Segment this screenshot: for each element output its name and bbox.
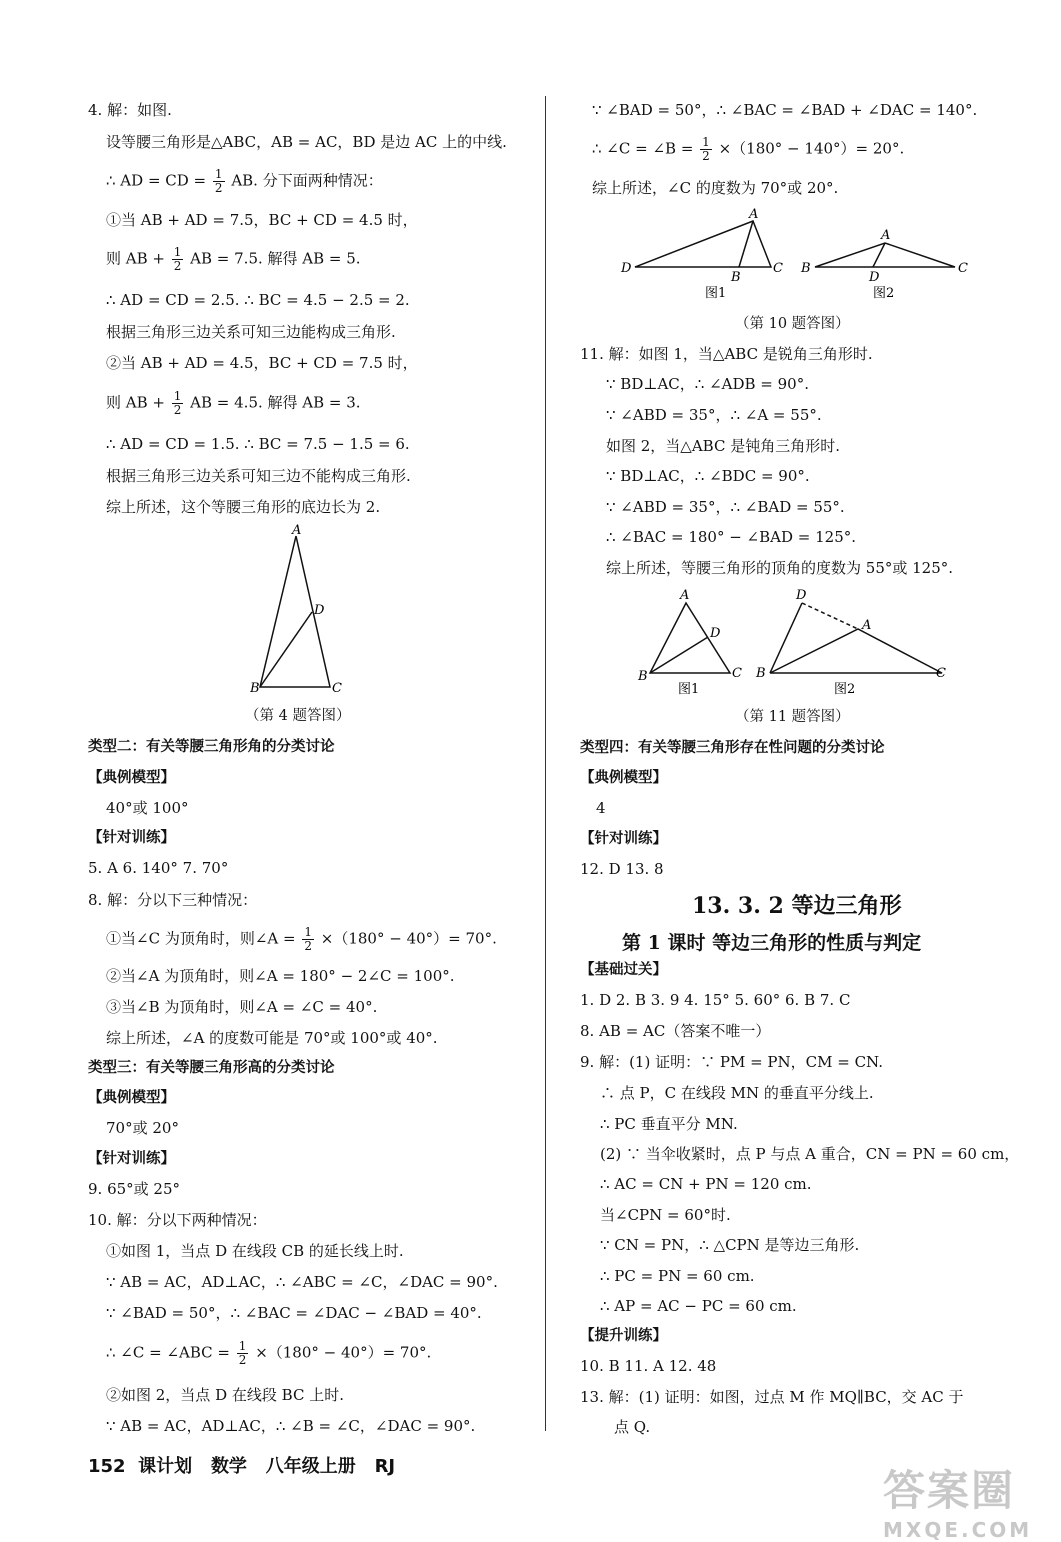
section-tag: 【针对训练】 <box>88 1151 175 1167</box>
q10-line: ∵ ∠BAD = 50°，∴ ∠BAC = ∠BAD + ∠DAC = 140°. <box>592 101 978 119</box>
q4-line: 综上所述，这个等腰三角形的底边长为 2. <box>106 498 381 516</box>
q11-line: ∵ ∠ABD = 35°，∴ ∠A = 55°. <box>606 406 822 424</box>
lesson-title: 第 1 课时 等边三角形的性质与判定 <box>622 932 922 954</box>
q9-heading: 9. 解：(1) 证明：∵ PM = PN，CM = CN. <box>580 1053 883 1071</box>
section-tag: 【基础过关】 <box>580 962 667 978</box>
q9-line: ∴ PC = PN = 60 cm. <box>600 1267 755 1285</box>
vertex-label: A <box>680 588 690 603</box>
answer: 10. B 11. A 12. 48 <box>580 1357 717 1375</box>
q4-line <box>106 168 383 195</box>
q4-line: 根据三角形三边关系可知三边能构成三角形. <box>106 323 396 341</box>
text: 则 AB + <box>106 393 165 412</box>
answer: 40°或 100° <box>106 799 189 817</box>
q11-line: ∵ ∠ABD = 35°，∴ ∠BAD = 55°. <box>606 498 845 516</box>
fraction: $\frac{1}{2}$ <box>304 925 312 953</box>
q8-line <box>106 926 497 953</box>
q4-line: ∴ AD = CD = 2.5. ∴ BC = 4.5 − 2.5 = 2. <box>106 291 410 309</box>
footer-series: 课计划 <box>138 1456 193 1477</box>
section-tag: 【典例模型】 <box>88 770 175 786</box>
q10-line <box>592 136 904 163</box>
vertex-label: A <box>881 228 891 243</box>
vertex-label: D <box>869 270 880 285</box>
vertex-label: B <box>638 669 648 684</box>
text: 则 AB + <box>106 249 165 268</box>
column-divider <box>545 96 546 1431</box>
q11-line: 综上所述，等腰三角形的顶角的度数为 55°或 125°. <box>606 559 954 577</box>
q8-line: ②当∠A 为顶角时，则∠A = 180° − 2∠C = 100°. <box>106 967 455 985</box>
q11-line: 如图 2，当△ABC 是钝角三角形时. <box>606 437 840 455</box>
section-tag: 【典例模型】 <box>88 1090 175 1106</box>
watermark-url: MXQE.COM <box>883 1518 1033 1542</box>
fraction: $\frac{1}{2}$ <box>173 245 182 273</box>
vertex-label: C <box>332 681 342 696</box>
vertex-label: A <box>749 207 759 222</box>
answer: 9. 65°或 25° <box>88 1180 181 1198</box>
figure-label: 图1 <box>678 682 700 697</box>
type-heading: 类型三：有关等腰三角形高的分类讨论 <box>88 1060 335 1076</box>
q9-line: ∴ AP = AC − PC = 60 cm. <box>600 1297 797 1315</box>
text: AB = 7.5. 解得 AB = 5. <box>190 249 361 268</box>
answer: 1. D 2. B 3. 9 4. 15° 5. 60° 6. B 7. C <box>580 991 851 1009</box>
text: ∴ ∠C = ∠ABC = <box>106 1343 230 1362</box>
q10-line: ②如图 2，当点 D 在线段 BC 上时. <box>106 1386 344 1404</box>
vertex-label: C <box>732 666 742 681</box>
fraction: $\frac{1}{2}$ <box>702 135 710 163</box>
fraction: $\frac{1}{2}$ <box>173 389 182 417</box>
section-title: 13. 3. 2 等边三角形 <box>692 893 902 919</box>
q10-line: ∵ AB = AC，AD⊥AC，∴ ∠B = ∠C，∠DAC = 90°. <box>106 1417 476 1435</box>
q11-line: ∵ BD⊥AC，∴ ∠BDC = 90°. <box>606 467 810 485</box>
vertex-label: C <box>936 666 946 681</box>
text: ∴ ∠C = ∠B = <box>592 139 694 158</box>
figure-caption: （第 4 题答图） <box>245 708 351 724</box>
footer-subject: 数学 <box>210 1456 247 1477</box>
fraction: $\frac{1}{2}$ <box>214 167 223 195</box>
figure-label: 图2 <box>873 286 895 301</box>
answer: 4 <box>596 799 606 817</box>
q10-line <box>106 1340 431 1367</box>
q9-line: (2) ∵ 当伞收紧时，点 P 与点 A 重合，CN = PN = 60 cm， <box>600 1145 1020 1163</box>
fraction: $\frac{1}{2}$ <box>238 1339 247 1367</box>
text: AB. 分下面两种情况： <box>231 171 383 190</box>
answer: 70°或 20° <box>106 1119 179 1137</box>
q4-heading: 4. 解：如图. <box>88 101 172 119</box>
q4-line <box>106 390 361 417</box>
vertex-label: C <box>958 261 968 276</box>
page-footer <box>88 1452 395 1478</box>
type-heading: 类型二：有关等腰三角形角的分类讨论 <box>88 739 335 755</box>
q9-line: ∵ CN = PN，∴ △CPN 是等边三角形. <box>600 1236 860 1254</box>
section-tag: 【针对训练】 <box>580 831 667 847</box>
q4-line <box>106 246 361 273</box>
q10-line: ∵ AB = AC，AD⊥AC，∴ ∠ABC = ∠C，∠DAC = 90°. <box>106 1273 498 1291</box>
q4-line: 根据三角形三边关系可知三边不能构成三角形. <box>106 467 411 485</box>
vertex-label: B <box>801 261 811 276</box>
q4-line: ②当 AB + AD = 4.5，BC + CD = 7.5 时， <box>106 354 418 372</box>
q10-line: ∵ ∠BAD = 50°，∴ ∠BAC = ∠DAC − ∠BAD = 40°. <box>106 1304 482 1322</box>
section-tag: 【针对训练】 <box>88 830 175 846</box>
section-tag: 【提升训练】 <box>580 1328 667 1344</box>
q11-heading: 11. 解：如图 1，当△ABC 是锐角三角形时. <box>580 345 873 363</box>
q13-line: 点 Q. <box>614 1418 651 1436</box>
q4-line: 设等腰三角形是△ABC，AB = AC，BD 是边 AC 上的中线. <box>106 133 507 151</box>
vertex-label: C <box>773 261 783 276</box>
watermark-text: 答案圈 <box>883 1466 1016 1515</box>
text: ×（180° − 40°）= 70°. <box>320 929 497 948</box>
vertex-label: A <box>862 618 872 633</box>
q4-line: ①当 AB + AD = 7.5，BC + CD = 4.5 时， <box>106 211 418 229</box>
q13-heading: 13. 解：(1) 证明：如图，过点 M 作 MQ∥BC，交 AC 于 <box>580 1388 964 1406</box>
vertex-label: B <box>731 270 741 285</box>
vertex-label: D <box>796 588 807 603</box>
vertex-label: D <box>621 261 632 276</box>
q8-heading: 8. 解：分以下三种情况： <box>88 891 258 909</box>
q4-triangle-figure <box>250 522 360 697</box>
text: AB = 4.5. 解得 AB = 3. <box>190 393 361 412</box>
q9-line: ∴ PC 垂直平分 MN. <box>600 1115 738 1133</box>
q9-line: 当∠CPN = 60°时. <box>600 1206 731 1224</box>
q4-line: ∴ AD = CD = 1.5. ∴ BC = 7.5 − 1.5 = 6. <box>106 435 410 453</box>
q10-figure <box>615 205 975 305</box>
answer: 5. A 6. 140° 7. 70° <box>88 859 229 877</box>
vertex-label: B <box>250 681 260 696</box>
answer: 12. D 13. 8 <box>580 860 664 878</box>
q10-line: 综上所述，∠C 的度数为 70°或 20°. <box>592 179 839 197</box>
q9-line: ∴ AC = CN + PN = 120 cm. <box>600 1175 812 1193</box>
vertex-label: D <box>314 603 325 618</box>
q8-line: ③当∠B 为顶角时，则∠A = ∠C = 40°. <box>106 998 378 1016</box>
q10-line: ①如图 1，当点 D 在线段 CB 的延长线上时. <box>106 1242 404 1260</box>
q10-heading: 10. 解：分以下两种情况： <box>88 1211 267 1229</box>
text: ∴ AD = CD = <box>106 171 207 190</box>
figure-caption: （第 11 题答图） <box>735 709 850 725</box>
q9-line: ∴ 点 P，C 在线段 MN 的垂直平分线上. <box>600 1084 874 1102</box>
section-tag: 【典例模型】 <box>580 770 667 786</box>
text: ×（180° − 140°）= 20°. <box>718 139 905 158</box>
type-heading: 类型四：有关等腰三角形存在性问题的分类讨论 <box>580 740 885 756</box>
text: ×（180° − 40°）= 70°. <box>255 1343 432 1362</box>
page-number: 152 <box>88 1456 126 1477</box>
vertex-label: D <box>710 626 721 641</box>
figure-label: 图2 <box>834 682 856 697</box>
vertex-label: B <box>756 666 766 681</box>
q11-line: ∵ BD⊥AC，∴ ∠ADB = 90°. <box>606 375 809 393</box>
vertex-label: A <box>292 523 302 538</box>
answer: 8. AB = AC（答案不唯一） <box>580 1022 771 1040</box>
figure-caption: （第 10 题答图） <box>735 316 850 332</box>
footer-grade: 八年级上册 <box>265 1456 356 1477</box>
watermark-logo <box>883 1458 1043 1542</box>
figure-label: 图1 <box>705 286 727 301</box>
q11-figure <box>630 585 960 700</box>
q11-line: ∴ ∠BAC = 180° − ∠BAD = 125°. <box>606 528 857 546</box>
footer-edition: RJ <box>374 1456 396 1477</box>
q8-line: 综上所述，∠A 的度数可能是 70°或 100°或 40°. <box>106 1029 438 1047</box>
text: ①当∠C 为顶角时，则∠A = <box>106 929 296 948</box>
